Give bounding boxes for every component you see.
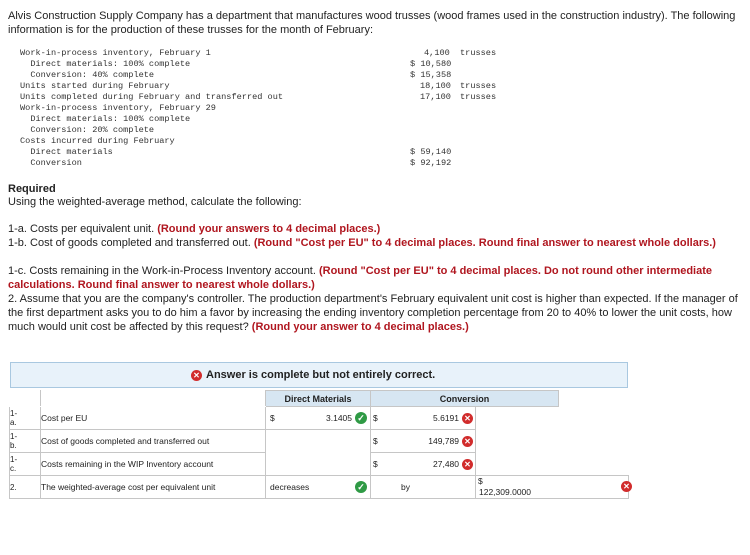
data-row xyxy=(0,103,750,114)
question-text: 1-a. Costs per equivalent unit. xyxy=(8,223,158,235)
data-label: Direct materials xyxy=(20,147,113,157)
question-text: 1-c. Costs remaining in the Work-in-Process Inventory account. xyxy=(8,265,319,277)
question-1b xyxy=(8,236,740,250)
question-text: 2. Assume that you are the company's controller. The production department's February equivalent unit cost is higher than expected. If the manager of the first department asks you to do him a favor by increasing the ending inventory completion percentage from 20 to 40% to lower the unit costs, how much would unit cost be affected by this request? xyxy=(8,293,738,333)
table-row xyxy=(10,453,629,476)
data-value: 18,100 xyxy=(420,81,451,91)
data-label: Costs incurred during February xyxy=(20,136,175,146)
data-row xyxy=(0,48,750,59)
data-label: Conversion: 40% complete xyxy=(20,70,155,80)
incorrect-icon: ✕ xyxy=(462,413,473,424)
table-row xyxy=(10,407,629,430)
row-description: Cost per EU xyxy=(41,407,266,430)
conv-input-cell[interactable] xyxy=(371,407,476,430)
currency-symbol: $ xyxy=(270,413,275,423)
banner-text: Answer is complete but not entirely correct. xyxy=(206,369,436,381)
empty-cell xyxy=(266,453,371,476)
table-header-row xyxy=(10,391,629,407)
data-unit: trusses xyxy=(460,81,497,91)
answer-table xyxy=(9,390,629,499)
question-hint: (Round "Cost per EU" to 4 decimal places. Round final answer to nearest whole dollars.) xyxy=(253,237,716,249)
conv-input-cell[interactable] xyxy=(371,430,476,453)
currency-symbol: $ xyxy=(478,476,483,486)
data-label: Units started during February xyxy=(20,81,170,91)
incorrect-icon: ✕ xyxy=(462,436,473,447)
data-label: Units completed during February and transferred out xyxy=(20,92,284,102)
data-unit: trusses xyxy=(460,48,497,58)
data-row xyxy=(0,70,750,81)
question-hint: (Round your answer to 4 decimal places.) xyxy=(251,321,469,333)
direction-value: decreases xyxy=(270,482,310,492)
data-row xyxy=(0,92,750,103)
correct-icon: ✓ xyxy=(355,412,367,424)
table-row xyxy=(10,430,629,453)
direction-select[interactable] xyxy=(266,476,371,499)
conv-value: 149,789 xyxy=(428,436,459,446)
data-row xyxy=(0,125,750,136)
data-value: $ 15,358 xyxy=(410,70,452,80)
by-label: by xyxy=(401,482,410,492)
row-number: 1- a. xyxy=(10,407,41,430)
incorrect-icon: ✕ xyxy=(191,370,202,381)
header-blank xyxy=(41,391,266,407)
question-1a xyxy=(8,222,740,236)
problem-intro: Alvis Construction Supply Company has a department that manufactures wood trusses (wood frames used in the construction industry). The following information is for the production of these trusses for the month of February: xyxy=(8,10,736,36)
data-row xyxy=(0,59,750,70)
correct-icon: ✓ xyxy=(355,481,367,493)
data-value: $ 10,580 xyxy=(410,59,452,69)
data-value: $ 59,140 xyxy=(410,147,452,157)
by-label-cell xyxy=(371,476,476,499)
conv-input-cell[interactable] xyxy=(371,453,476,476)
data-row xyxy=(0,81,750,92)
header-conversion: Conversion xyxy=(371,391,559,407)
question-hint: (Round "Cost per EU" to 4 decimal places. Do not round other intermediate calculations. Round final answer to nearest whole dollars.) xyxy=(8,265,713,291)
amount-value: 122,309.0000 xyxy=(479,487,531,497)
empty-cell xyxy=(476,453,629,476)
data-row xyxy=(0,114,750,125)
question-hint: (Round your answers to 4 decimal places.) xyxy=(157,223,381,235)
currency-symbol: $ xyxy=(373,413,378,423)
empty-cell xyxy=(476,430,629,453)
table-row xyxy=(10,476,629,499)
data-label: Conversion: 20% complete xyxy=(20,125,155,135)
data-row xyxy=(0,136,750,147)
question-text: 1-b. Cost of goods completed and transferred out. xyxy=(8,237,254,249)
header-blank xyxy=(10,391,41,407)
question-2 xyxy=(8,292,740,334)
empty-cell xyxy=(476,407,629,430)
data-label: Direct materials: 100% complete xyxy=(20,114,191,124)
data-label: Direct materials: 100% complete xyxy=(20,59,191,69)
data-row xyxy=(0,147,750,158)
data-label: Work-in-process inventory, February 29 xyxy=(20,103,216,113)
row-description: The weighted-average cost per equivalent unit xyxy=(41,476,266,499)
header-direct-materials: Direct Materials xyxy=(266,391,371,407)
question-1c xyxy=(8,264,740,292)
row-description: Costs remaining in the WIP Inventory account xyxy=(41,453,266,476)
incorrect-icon: ✕ xyxy=(462,459,473,470)
empty-cell xyxy=(266,430,371,453)
data-value: 17,100 xyxy=(420,92,451,102)
data-value: $ 92,192 xyxy=(410,158,452,168)
currency-symbol: $ xyxy=(373,459,378,469)
data-unit: trusses xyxy=(460,92,497,102)
dm-value: 3.1405 xyxy=(326,413,352,423)
incorrect-icon: ✕ xyxy=(621,481,632,492)
amount-input-cell[interactable] xyxy=(476,476,629,499)
required-heading: Required xyxy=(8,183,56,195)
conv-value: 27,480 xyxy=(433,459,459,469)
row-number: 1- c. xyxy=(10,453,41,476)
row-number: 2. xyxy=(10,476,41,499)
conv-value: 5.6191 xyxy=(433,413,459,423)
dm-input-cell[interactable] xyxy=(266,407,371,430)
data-label: Work-in-process inventory, February 1 xyxy=(20,48,211,58)
data-value: 4,100 xyxy=(424,48,450,58)
answer-status-banner xyxy=(10,362,628,388)
row-description: Cost of goods completed and transferred out xyxy=(41,430,266,453)
data-label: Conversion xyxy=(20,158,82,168)
currency-symbol: $ xyxy=(373,436,378,446)
data-row xyxy=(0,158,750,169)
header-blank xyxy=(559,391,629,407)
row-number: 1- b. xyxy=(10,430,41,453)
required-text: Using the weighted-average method, calculate the following: xyxy=(8,196,302,208)
